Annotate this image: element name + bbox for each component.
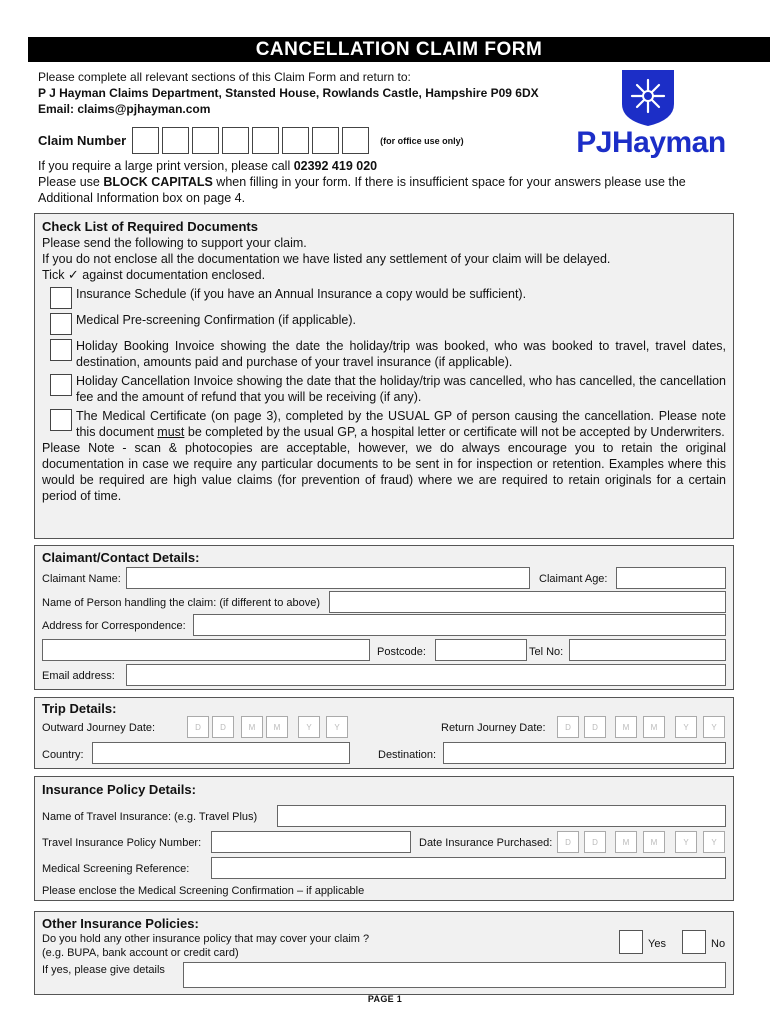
claim-number-digit[interactable] (222, 127, 249, 154)
checklist-item: Medical Pre-screening Confirmation (if applicable). (42, 312, 726, 335)
large-print-line: If you require a large print version, please call 02392 419 020 (38, 159, 378, 173)
yes-label: Yes (648, 938, 666, 950)
insurance-name-label: Name of Travel Insurance: (e.g. Travel Plus) (42, 811, 258, 823)
pjhayman-logo (556, 70, 746, 166)
handler-input[interactable] (329, 591, 726, 613)
purchase-date-box[interactable]: Y (675, 831, 697, 853)
checklist-checkbox[interactable] (50, 374, 72, 396)
outward-date-box[interactable]: D (187, 716, 209, 738)
postcode-label: Postcode: (377, 646, 426, 658)
claimant-name-input[interactable] (126, 567, 530, 589)
tick-instruction: Tick ✓ against documentation enclosed. (42, 267, 266, 282)
claimant-name-label: Claimant Name: (42, 573, 121, 585)
screening-ref-label: Medical Screening Reference: (42, 863, 190, 875)
outward-date-box[interactable]: M (266, 716, 288, 738)
outward-date-box[interactable]: M (241, 716, 263, 738)
outward-date-box[interactable]: Y (326, 716, 348, 738)
policy-section (34, 776, 734, 901)
purchase-date-box[interactable]: M (615, 831, 637, 853)
other-insurance-question: Do you hold any other insurance policy that may cover your claim ? (42, 933, 370, 945)
must-emphasis: must (157, 425, 185, 439)
purchase-date-box[interactable]: M (643, 831, 665, 853)
claimant-section (34, 545, 734, 690)
yes-checkbox[interactable] (619, 930, 643, 954)
checklist-checkbox[interactable] (50, 409, 72, 431)
outward-date-label: Outward Journey Date: (42, 722, 156, 734)
screening-ref-input[interactable] (211, 857, 726, 879)
claim-number-digit[interactable] (252, 127, 279, 154)
insurance-name-input[interactable] (277, 805, 726, 827)
claim-number-digit[interactable] (132, 127, 159, 154)
return-date-box[interactable]: D (557, 716, 579, 738)
intro-line: Please complete all relevant sections of this Claim Form and return to: (38, 70, 411, 84)
other-insurance-section (34, 911, 734, 995)
country-label: Country: (42, 749, 84, 761)
handler-label: Name of Person handling the claim: (if different to above) (42, 597, 321, 609)
outward-date-box[interactable]: D (212, 716, 234, 738)
claimant-age-label: Claimant Age: (539, 573, 608, 585)
checklist-line: Please send the following to support your claim. (42, 236, 307, 250)
purchase-date-label: Date Insurance Purchased: (419, 837, 553, 849)
checklist-checkbox[interactable] (50, 287, 72, 309)
email-label: Email address: (42, 670, 115, 682)
checklist-item: Insurance Schedule (if you have an Annual Insurance a copy would be sufficient). (42, 286, 726, 309)
address-line2-input[interactable] (42, 639, 370, 661)
page-number: PAGE 1 (367, 994, 403, 1004)
country-input[interactable] (92, 742, 350, 764)
checklist-line: If you do not enclose all the documentation we have listed any settlement of your claim will be delayed. (42, 252, 611, 266)
outward-date-box[interactable]: Y (298, 716, 320, 738)
tel-label: Tel No: (529, 646, 564, 658)
screening-enclose-note: Please enclose the Medical Screening Confirmation – if applicable (42, 885, 365, 897)
instructions (38, 158, 743, 206)
purchase-date-box[interactable]: D (584, 831, 606, 853)
checklist-item: Holiday Cancellation Invoice showing the date that the holiday/trip was cancelled, who has cancelled, the cancellation fee and the amount of refund that you will be receiving (if any). (42, 373, 726, 405)
details-label: If yes, please give details (42, 964, 165, 976)
purchase-date-box[interactable]: Y (703, 831, 725, 853)
no-label: No (711, 938, 726, 950)
return-date-box[interactable]: Y (703, 716, 725, 738)
tick-icon: ✓ (67, 267, 79, 282)
logo-wordmark: PJHayman (576, 126, 726, 159)
block-caps-line: Please use BLOCK CAPITALS when filling in your form. If there is insufficient space for your answers please use the Additional Information box on page 4. (38, 175, 686, 205)
checklist-checkbox[interactable] (50, 339, 72, 361)
checklist-title: Check List of Required Documents (42, 219, 258, 234)
return-date-box[interactable]: M (615, 716, 637, 738)
postcode-input[interactable] (435, 639, 527, 661)
policy-number-input[interactable] (211, 831, 411, 853)
return-date-label: Return Journey Date: (441, 722, 546, 734)
destination-input[interactable] (443, 742, 726, 764)
email-input[interactable] (126, 664, 726, 686)
destination-label: Destination: (378, 749, 437, 761)
claims-email: Email: claims@pjhayman.com (38, 102, 211, 116)
office-use-note: (for office use only) (380, 135, 464, 146)
purchase-date-box[interactable]: D (557, 831, 579, 853)
return-date-box[interactable]: M (643, 716, 665, 738)
policy-number-label: Travel Insurance Policy Number: (42, 837, 202, 849)
tel-input[interactable] (569, 639, 726, 661)
claim-number-label: Claim Number (38, 133, 127, 148)
please-note: Please Note - scan & photocopies are acceptable, however, we do always encourage you to retain the original documentation in case we require any particular documents to be sent in for inspection or retention. Examples where this would be required are high value claims (for prevention of fraud) where we are required to retain originals for a certain period of time. (42, 441, 726, 503)
claim-number-row (38, 127, 464, 154)
claimant-age-input[interactable] (616, 567, 726, 589)
claim-number-digit[interactable] (192, 127, 219, 154)
block-capitals: BLOCK CAPITALS (103, 175, 213, 189)
address-label: Address for Correspondence: (42, 620, 186, 632)
return-date-box[interactable]: D (584, 716, 606, 738)
claim-number-digit[interactable] (342, 127, 369, 154)
trip-title: Trip Details: (42, 701, 117, 716)
form-title: CANCELLATION CLAIM FORM (28, 37, 770, 62)
intro-block (38, 69, 578, 117)
checklist-item: The Medical Certificate (on page 3), completed by the USUAL GP of person causing the cancellation. Please note this document must be completed by the usual GP, a hospital letter or certificate will not be accepted by Underwriters. (42, 408, 726, 440)
checklist-section (34, 213, 734, 539)
address-input[interactable] (193, 614, 726, 636)
checklist-item: Holiday Booking Invoice showing the date the holiday/trip was booked, who was booked to travel, travel dates, destination, amounts paid and purchase of your travel insurance (if applicable). (42, 338, 726, 370)
trip-section (34, 697, 734, 769)
no-checkbox[interactable] (682, 930, 706, 954)
compass-badge-icon (622, 70, 674, 126)
return-date-box[interactable]: Y (675, 716, 697, 738)
claim-number-digit[interactable] (282, 127, 309, 154)
other-insurance-details-input[interactable] (183, 962, 726, 988)
other-insurance-example: (e.g. BUPA, bank account or credit card) (42, 947, 239, 959)
other-insurance-title: Other Insurance Policies: (42, 916, 199, 931)
policy-title: Insurance Policy Details: (42, 782, 196, 797)
claim-number-digit[interactable] (162, 127, 189, 154)
checklist-checkbox[interactable] (50, 313, 72, 335)
claim-number-digit[interactable] (312, 127, 339, 154)
claimant-title: Claimant/Contact Details: (42, 550, 200, 565)
phone-number: 02392 419 020 (293, 159, 378, 173)
return-address: P J Hayman Claims Department, Stansted House, Rowlands Castle, Hampshire P09 6DX (38, 86, 539, 100)
